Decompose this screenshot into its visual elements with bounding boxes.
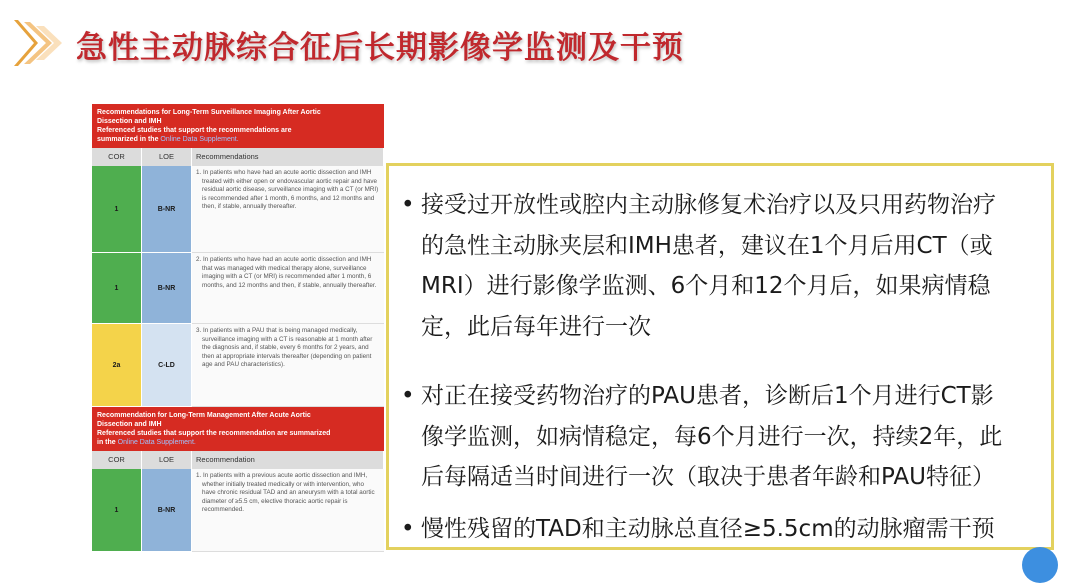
section2-header-line: Dissection and IMH (97, 421, 162, 428)
corner-decoration (1022, 547, 1058, 583)
col-loe: LOE (142, 451, 192, 469)
col-recommendations: Recommendations (192, 148, 384, 166)
section2-header-line: Referenced studies that support the recommendation are summarized (97, 430, 331, 437)
col-cor: COR (92, 148, 142, 166)
bullet-line: MRI）进行影像学监测、6个月和12个月后，如果病情稳 (421, 273, 991, 299)
recommendations-table (92, 148, 384, 407)
bullet-line: 后每隔适当时间进行一次（取决于患者年龄和PAU特征） (421, 464, 995, 490)
summary-bullet-2 (393, 376, 1071, 498)
bullet-line: 定，此后每年进行一次 (421, 313, 651, 340)
loe-cell: B-NR (142, 469, 192, 552)
section2-header (92, 407, 384, 451)
logo-arrow-icon (0, 18, 70, 68)
section1-header-line: Recommendations for Long-Term Surveillance Imaging After Aortic (97, 109, 321, 116)
col-recommendation: Recommendation (192, 451, 384, 469)
recommendation-text: 1. In patients with a previous acute aortic dissection and IMH, whether initially treated medically or with intervention, who have chronic residual TAD and an aneurysm with a total aortic diameter of ≥5.5 cm, elective thoracic aortic repair is recommended. (192, 469, 384, 552)
recommendation-text: 1. In patients who have had an acute aortic dissection and IMH treated with either open or endovascular aortic repair and have residual aortic disease, surveillance imaging with a CT (or MRI) is recommended after 1 month, 6 months, and 12 months and then, if stable, annually thereafter. (192, 166, 384, 253)
bullet-dot: • (401, 516, 415, 542)
summary-bullet-1 (393, 185, 1071, 347)
bullet-dot: • (401, 192, 415, 218)
bullet-line: 对正在接受药物治疗的PAU患者，诊断后1个月进行CT影 (421, 383, 994, 409)
bullet-line: 慢性残留的TAD和主动脉总直径≥5.5cm的动脉瘤需干预 (421, 516, 995, 542)
section2-header-line: in the (97, 439, 116, 446)
online-supplement-link[interactable]: Online Data Supplement. (160, 136, 239, 143)
recommendation-text: 3. In patients with a PAU that is being managed medically, surveillance imaging with a CT is reasonable at 1 month after the diagnosis and, if stable, every 6 months for 2 years, and then at appropriate intervals thereafter (depending on patient age and PAU characteristics). (192, 324, 384, 407)
section1-header (92, 104, 384, 148)
management-table (92, 451, 384, 552)
guideline-excerpt (92, 104, 384, 562)
cor-cell: 2a (92, 324, 142, 407)
bullet-line: 接受过开放性或腔内主动脉修复术治疗以及只用药物治疗 (421, 192, 996, 218)
bullet-line: 的急性主动脉夹层和IMH患者，建议在1个月后用CT（或 (421, 232, 993, 259)
col-loe: LOE (142, 148, 192, 166)
summary-bullet-3 (393, 509, 1071, 550)
section1-header-line: summarized in the (97, 136, 159, 143)
col-cor: COR (92, 451, 142, 469)
recommendation-text: 2. In patients who have had an acute aortic dissection and IMH that was managed with medical therapy alone, surveillance imaging with a CT (or MRI) is recommended after 1 month, 6 months, and 12 months and then, if stable, annually thereafter. (192, 253, 384, 324)
bullet-line: 像学监测，如病情稳定，每6个月进行一次，持续2年，此 (421, 423, 1003, 450)
cor-cell: 1 (92, 469, 142, 552)
page-title: 急性主动脉综合征后长期影像学监测及干预 (76, 30, 684, 66)
cor-cell: 1 (92, 166, 142, 253)
loe-cell: B-NR (142, 166, 192, 253)
section1-header-line: Referenced studies that support the recommendations are (97, 127, 292, 134)
section2-header-line: Recommendation for Long-Term Management After Acute Aortic (97, 412, 311, 419)
loe-cell: C-LD (142, 324, 192, 407)
loe-cell: B-NR (142, 253, 192, 324)
bullet-dot: • (401, 383, 415, 409)
chinese-summary-box (386, 163, 1054, 550)
online-supplement-link[interactable]: Online Data Supplement. (117, 439, 196, 446)
cor-cell: 1 (92, 253, 142, 324)
section1-header-line: Dissection and IMH (97, 118, 162, 125)
